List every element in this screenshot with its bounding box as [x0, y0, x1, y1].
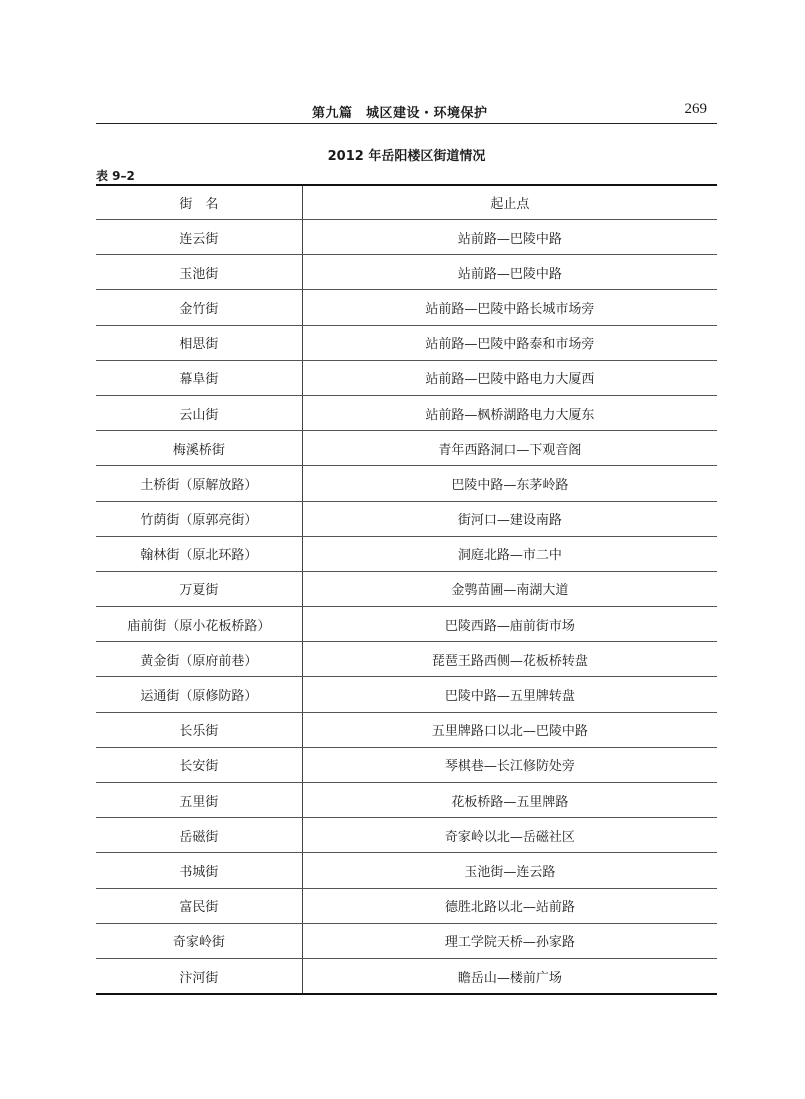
section-title: 第九篇 城区建设・环境保护 [312, 106, 488, 121]
table-number: 表 9–2 [96, 169, 135, 183]
table-row [96, 501, 717, 536]
start-end-cell: 德胜北路以北—站前路 [302, 888, 717, 923]
street-name-cell: 奇家岭街 [96, 923, 302, 958]
start-end-cell: 站前路—巴陵中路电力大厦西 [302, 360, 717, 395]
street-name-cell: 庙前街（原小花板桥路） [96, 607, 302, 642]
street-name-cell: 长安街 [96, 747, 302, 782]
table-row [96, 923, 717, 958]
page-number: 269 [684, 101, 707, 117]
start-end-cell: 站前路—巴陵中路 [302, 220, 717, 255]
street-name-cell: 五里街 [96, 783, 302, 818]
street-name-cell: 梅溪桥街 [96, 431, 302, 466]
table-body [96, 220, 717, 995]
start-end-cell: 琵琶王路西侧—花板桥转盘 [302, 642, 717, 677]
street-name-cell: 黄金街（原府前巷） [96, 642, 302, 677]
start-end-cell: 洞庭北路—市二中 [302, 536, 717, 571]
street-name-cell: 长乐街 [96, 712, 302, 747]
start-end-cell: 奇家岭以北—岳磁社区 [302, 818, 717, 853]
start-end-cell: 青年西路洞口—下观音阁 [302, 431, 717, 466]
street-name-cell: 翰林街（原北环路） [96, 536, 302, 571]
column-header-start-end: 起止点 [302, 185, 717, 220]
street-name-cell: 运通街（原修防路） [96, 677, 302, 712]
street-name-cell: 玉池街 [96, 255, 302, 290]
table-row [96, 220, 717, 255]
table-row [96, 290, 717, 325]
start-end-cell: 巴陵西路—庙前街市场 [302, 607, 717, 642]
table-row [96, 888, 717, 923]
street-name-cell: 土桥街（原解放路） [96, 466, 302, 501]
start-end-cell: 瞻岳山—楼前广场 [302, 958, 717, 994]
start-end-cell: 站前路—巴陵中路 [302, 255, 717, 290]
start-end-cell: 巴陵中路—五里牌转盘 [302, 677, 717, 712]
street-name-cell: 汴河街 [96, 958, 302, 994]
table-row [96, 431, 717, 466]
start-end-cell: 站前路—枫桥湖路电力大厦东 [302, 395, 717, 430]
street-name-cell: 书城街 [96, 853, 302, 888]
street-name-cell: 云山街 [96, 395, 302, 430]
table-row [96, 712, 717, 747]
table-header-row [96, 185, 717, 220]
start-end-cell: 琴棋巷—长江修防处旁 [302, 747, 717, 782]
street-name-cell: 岳磁街 [96, 818, 302, 853]
running-header [96, 99, 717, 124]
street-name-cell: 富民街 [96, 888, 302, 923]
start-end-cell: 理工学院天桥—孙家路 [302, 923, 717, 958]
table-row [96, 783, 717, 818]
start-end-cell: 五里牌路口以北—巴陵中路 [302, 712, 717, 747]
table-row [96, 747, 717, 782]
table-row [96, 958, 717, 994]
column-header-street-name: 街 名 [96, 185, 302, 220]
start-end-cell: 花板桥路—五里牌路 [302, 783, 717, 818]
table-row [96, 536, 717, 571]
streets-table [96, 184, 717, 995]
table-row [96, 255, 717, 290]
street-name-cell: 竹荫街（原郭亮街） [96, 501, 302, 536]
street-name-cell: 万夏街 [96, 571, 302, 606]
start-end-cell: 金鹗苗圃—南湖大道 [302, 571, 717, 606]
table-row [96, 853, 717, 888]
start-end-cell: 巴陵中路—东茅岭路 [302, 466, 717, 501]
table-row [96, 466, 717, 501]
start-end-cell: 街河口—建设南路 [302, 501, 717, 536]
table-row [96, 395, 717, 430]
start-end-cell: 站前路—巴陵中路长城市场旁 [302, 290, 717, 325]
start-end-cell: 玉池街—连云路 [302, 853, 717, 888]
table-row [96, 607, 717, 642]
street-name-cell: 相思街 [96, 325, 302, 360]
street-name-cell: 幕阜街 [96, 360, 302, 395]
table-row [96, 642, 717, 677]
table-row [96, 818, 717, 853]
start-end-cell: 站前路—巴陵中路泰和市场旁 [302, 325, 717, 360]
table-row [96, 677, 717, 712]
table-row [96, 571, 717, 606]
street-name-cell: 连云街 [96, 220, 302, 255]
table-row [96, 360, 717, 395]
table-row [96, 325, 717, 360]
table-title: 2012 年岳阳楼区街道情况 [327, 149, 486, 164]
street-name-cell: 金竹街 [96, 290, 302, 325]
